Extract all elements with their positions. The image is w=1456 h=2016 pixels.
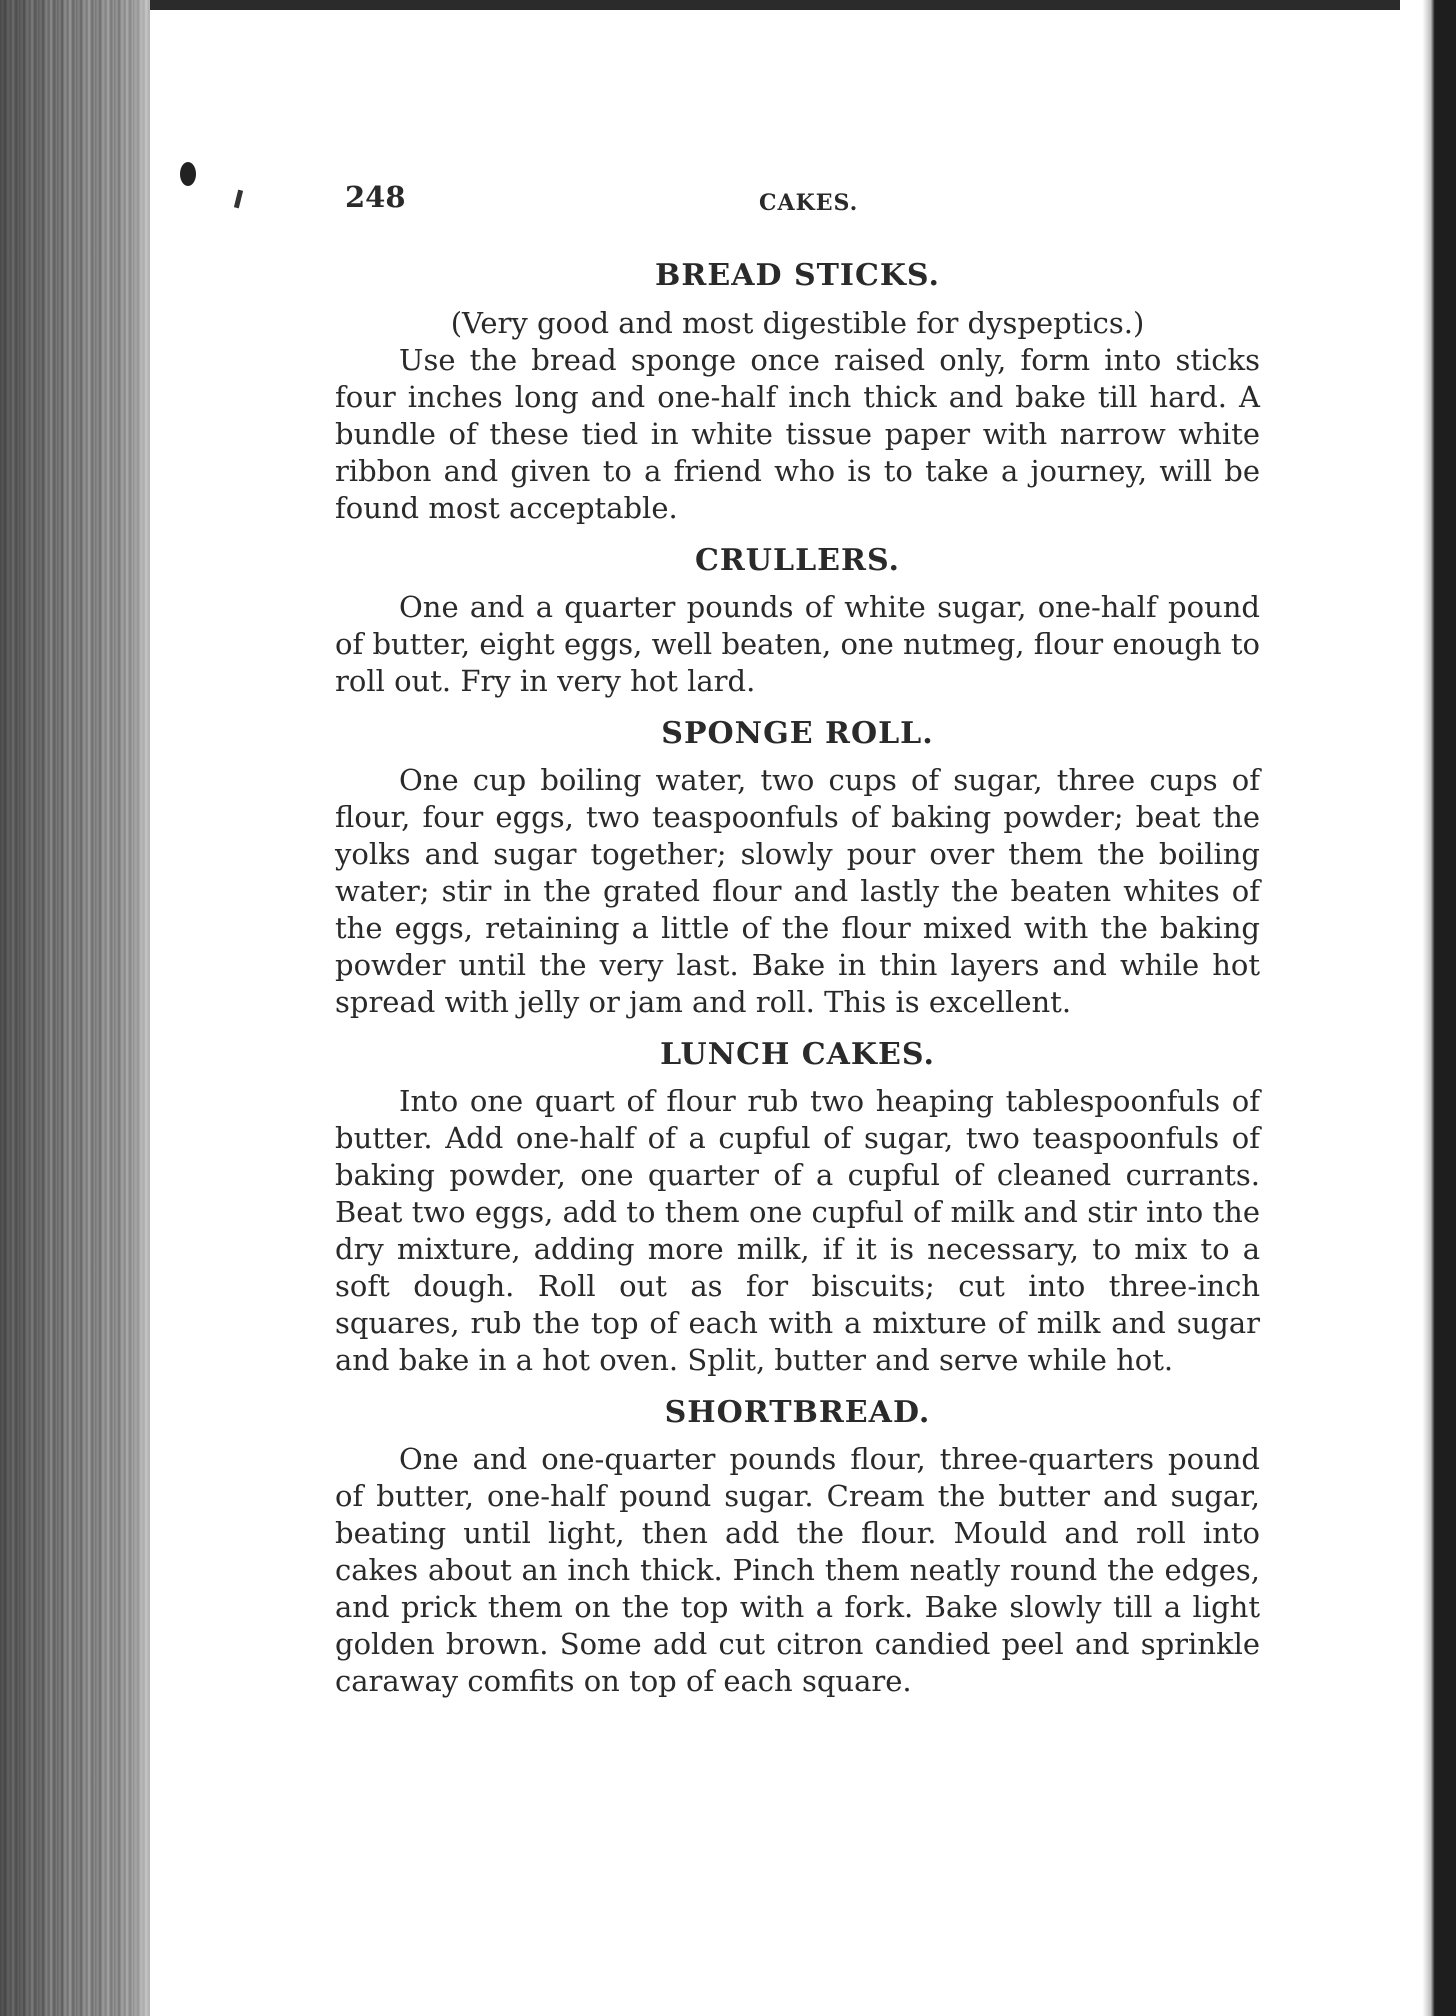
recipe-crullers bbox=[335, 541, 1260, 700]
book-page-edges bbox=[0, 0, 150, 2016]
recipe-title: BREAD STICKS. bbox=[655, 258, 940, 293]
recipe-bread-sticks bbox=[335, 256, 1260, 527]
recipe-body: One cup boiling water, two cups of sugar, three cups of flour, four eggs, two teaspoonfuls of baking powder; beat the yolks and sugar together; slowly pour over them the boiling water; stir in the grated flour and lastly the beaten whites of the eggs, retaining a little of the flour mixed with the baking powder until the very last. Bake in thin layers and while hot spread with jelly or jam and roll. This is excellent. bbox=[335, 763, 1260, 1019]
ink-blot-mark bbox=[180, 162, 196, 186]
scan-top-border bbox=[0, 0, 1456, 10]
page-content bbox=[335, 256, 1260, 1714]
recipe-body: Use the bread sponge once raised only, form into sticks four inches long and one-half inch thick and bake till hard. A bundle of these tied in white tissue paper with narrow white ribbon and given to a friend who is to take a journey, will be found most acceptable. bbox=[335, 343, 1260, 525]
running-head bbox=[345, 180, 1245, 220]
recipe-lunch-cakes bbox=[335, 1035, 1260, 1379]
recipe-title: SPONGE ROLL. bbox=[661, 716, 934, 751]
recipe-title: SHORTBREAD. bbox=[664, 1395, 931, 1430]
section-title: CAKES. bbox=[759, 190, 859, 216]
recipe-sponge-roll bbox=[335, 714, 1260, 1021]
recipe-body: One and one-quarter pounds flour, three-quarters pound of butter, one-half pound sugar. Cream the butter and sugar, beating until light, then add the flour. Mould and roll into cakes about an inch thick. Pinch them neatly round the edges, and prick them on the top with a fork. Bake slowly till a light golden brown. Some add cut citron candied peel and sprinkle caraway comfits on top of each square. bbox=[335, 1442, 1260, 1698]
recipe-title: CRULLERS. bbox=[695, 543, 900, 578]
recipe-body: One and a quarter pounds of white sugar, one-half pound of butter, eight eggs, well beaten, one nutmeg, flour enough to roll out. Fry in very hot lard. bbox=[335, 590, 1260, 698]
page-number: 248 bbox=[345, 180, 406, 214]
scan-right-border bbox=[1400, 0, 1456, 2016]
recipe-body: Into one quart of flour rub two heaping tablespoonfuls of butter. Add one-half of a cupful of sugar, two teaspoonfuls of baking powder, one quarter of a cupful of cleaned currants. Beat two eggs, add to them one cupful of milk and stir into the dry mixture, adding more milk, if it is necessary, to mix to a soft dough. Roll out as for biscuits; cut into three-inch squares, rub the top of each with a mixture of milk and sugar and bake in a hot oven. Split, butter and serve while hot. bbox=[335, 1084, 1260, 1377]
recipe-subtitle: (Very good and most digestible for dyspeptics.) bbox=[450, 306, 1145, 340]
recipe-title: LUNCH CAKES. bbox=[660, 1037, 935, 1072]
recipe-shortbread bbox=[335, 1393, 1260, 1700]
